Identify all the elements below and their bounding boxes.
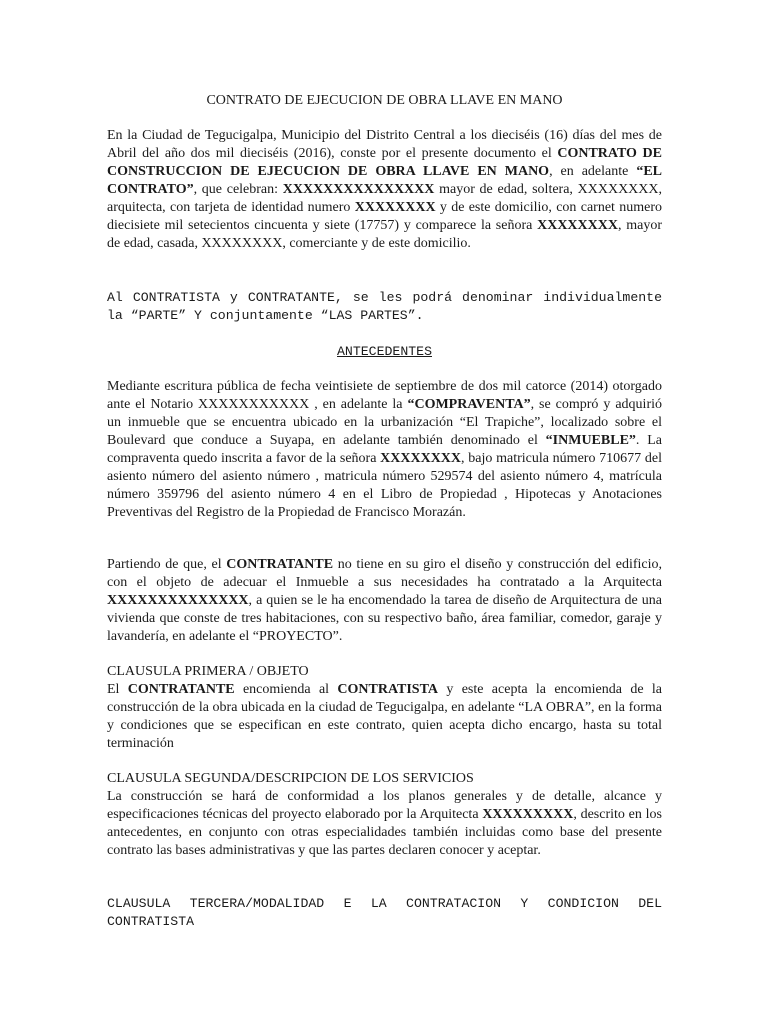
- antecedentes-text-4: , bajo matricula número 710677 del asiento número del asiento número , matricula número 529574 del asiento número 4, matrícula número 359796 del asiento número 4 en el Libro de Propiedad , Hipotecas y Anotaciones Preventivas del Registro de la Propiedad de Francisco Morazán.: [107, 451, 662, 520]
- owner-name: XXXXXXXX: [380, 451, 462, 466]
- party-two-name: XXXXXXXX: [537, 218, 618, 233]
- intro-text-6: , mayor de edad, casada, XXXXXXXX, comerciante y de este domicilio.: [107, 218, 662, 251]
- document-title: CONTRATO DE EJECUCION DE OBRA LLAVE EN MANO: [206, 93, 563, 108]
- primera-text-3: y este acepta la encomienda de la construcción de la obra ubicada en la ciudad de Tegucigalpa, en adelante “LA OBRA”, en la forma y condiciones que se especifican en este contrato, quien acepta dicho encargo, hasta su total terminación: [107, 682, 662, 751]
- partiendo-paragraph: [107, 556, 662, 646]
- antecedentes-paragraph: [107, 378, 662, 522]
- clausula-tercera-heading: CLAUSULA TERCERA/MODALIDAD E LA CONTRATACION Y CONDICION DEL CONTRATISTA: [107, 896, 662, 929]
- antecedentes-heading: ANTECEDENTES: [337, 344, 432, 359]
- contract-alias: “EL CONTRATO”: [107, 164, 662, 197]
- clausula-primera-paragraph: [107, 681, 662, 753]
- intro-paragraph: [107, 127, 662, 253]
- primera-contratante: CONTRATANTE: [127, 682, 235, 697]
- clausula-primera-heading: CLAUSULA PRIMERA / OBJETO: [107, 664, 309, 679]
- inmueble-term: “INMUEBLE”: [545, 433, 636, 448]
- partiendo-text-1: Partiendo de que, el: [107, 557, 227, 572]
- primera-text-2: encomienda al: [234, 682, 338, 697]
- intro-text-4: mayor de edad, soltera, XXXXXXXX, arquitecta, con tarjeta de identidad numero: [107, 182, 663, 215]
- antecedentes-text-1: Mediante escritura pública de fecha veintisiete de septiembre de dos mil catorce (2014) otorgado ante el Notario XXXXXXXXXXX , en adelante la: [107, 379, 662, 412]
- parties-paragraph: Al CONTRATISTA y CONTRATANTE, se les podrá denominar individualmente la “PARTE” Y conjuntamente “LAS PARTES”.: [107, 290, 662, 323]
- intro-text-2: , en adelante: [549, 164, 637, 179]
- clausula-segunda-paragraph: [107, 788, 662, 860]
- partiendo-text-3: , a quien se le ha encomendado la tarea de diseño de Arquitectura de una vivienda que conste de tres habitaciones, con su respectivo baño, área familiar, comedor, garaje y lavandería, en adelante el “PROYECTO”.: [107, 593, 662, 644]
- antecedentes-text-2: , se compró y adquirió un inmueble que se encuentra ubicado en la urbanización “El Trapiche”, localizado sobre el Boulevard que conduce a Suyapa, en adelante también denominado el: [107, 397, 662, 448]
- segunda-architect: XXXXXXXXX: [482, 807, 574, 822]
- partiendo-text-2: no tiene en su giro el diseño y construcción del edificio, con el objeto de adecuar el Inmueble a sus necesidades ha contratado a la Arquitecta: [107, 557, 662, 590]
- intro-text-1: En la Ciudad de Tegucigalpa, Municipio del Distrito Central a los dieciséis (16) días del mes de Abril del año dos mil dieciséis (2016), conste por el presente documento el: [107, 128, 662, 161]
- clausula-segunda-heading: CLAUSULA SEGUNDA/DESCRIPCION DE LOS SERVICIOS: [107, 771, 474, 786]
- contratante-term: CONTRATANTE: [226, 557, 334, 572]
- architect-name: XXXXXXXXXXXXXX: [107, 593, 249, 608]
- intro-text-3: , que celebran:: [193, 182, 283, 197]
- compraventa-term: “COMPRAVENTA”: [407, 397, 531, 412]
- segunda-text-2: , descrito en los antecedentes, en conjunto con otras especialidades también incluidas como base del presente contrato las bases administrativas y que las partes declaren conocer y aceptar.: [107, 807, 662, 858]
- party-one-name: XXXXXXXXXXXXXXX: [282, 182, 435, 197]
- party-one-id: XXXXXXXX: [354, 200, 436, 215]
- antecedentes-text-3: . La compraventa quedo inscrita a favor de la señora: [107, 433, 663, 466]
- contract-name: CONTRATO DE CONSTRUCCION DE EJECUCION DE OBRA LLAVE EN MANO: [107, 146, 662, 179]
- primera-text-1: El: [107, 682, 128, 697]
- segunda-text-1: La construcción se hará de conformidad a los planos generales y de detalle, alcance y especificaciones técnicas del proyecto elaborado por la Arquitecta: [107, 789, 662, 822]
- primera-contratista: CONTRATISTA: [337, 682, 439, 697]
- intro-text-5: y de este domicilio, con carnet numero diecisiete mil setecientos cincuenta y siete (17757) y comparece la señora: [107, 200, 662, 233]
